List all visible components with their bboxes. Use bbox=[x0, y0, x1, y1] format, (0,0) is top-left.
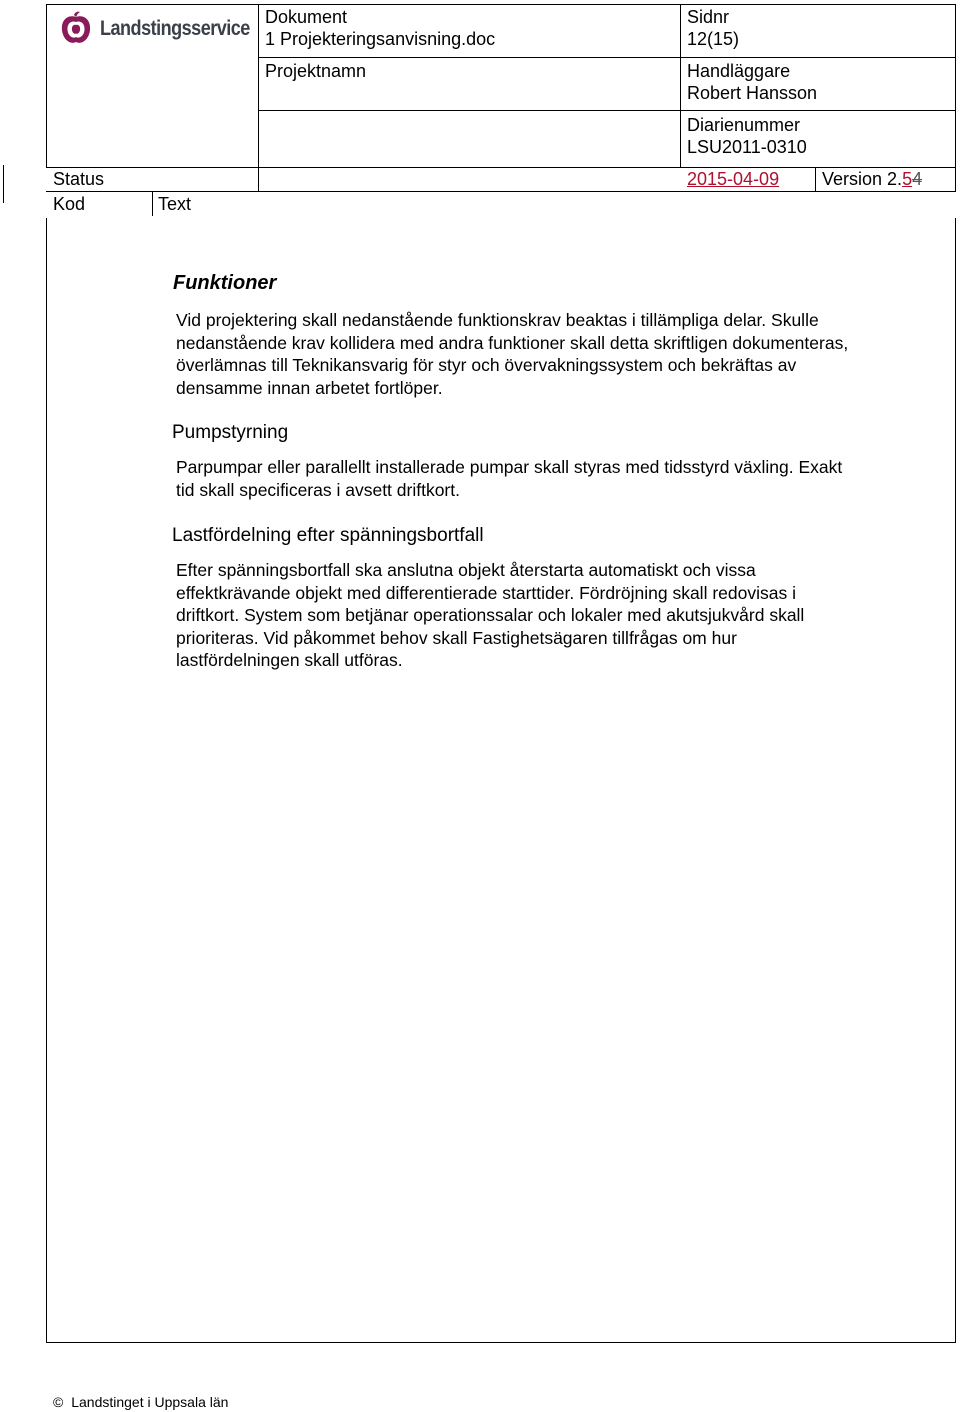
last-line: Efter spänningsbortfall ska anslutna objekt återstarta automatiskt och vissa bbox=[176, 560, 756, 580]
last-line: lastfördelningen skall utföras. bbox=[176, 650, 403, 670]
footer bbox=[53, 1394, 228, 1410]
header-row-line-1 bbox=[258, 57, 956, 58]
handlaggare-label: Handläggare bbox=[687, 61, 791, 81]
text-label: Text bbox=[158, 194, 192, 214]
kod-text-divider bbox=[152, 192, 153, 216]
landstingsservice-logo-icon bbox=[58, 11, 94, 47]
logo-text: Landstingsservice bbox=[100, 17, 250, 40]
logo bbox=[56, 11, 250, 51]
copyright-icon: © bbox=[53, 1394, 64, 1410]
section-title: Funktioner bbox=[173, 272, 277, 294]
pump-paragraph bbox=[176, 456, 946, 501]
version-value bbox=[822, 168, 922, 191]
header-right-border bbox=[955, 4, 956, 192]
handlaggare-value: Robert Hansson bbox=[687, 83, 818, 103]
header-top-border bbox=[46, 4, 956, 5]
intro-line: nedanstående krav kollidera med andra funktioner skall detta skriftligen dokumenteras, bbox=[176, 332, 849, 353]
last-line: driftkort. System som betjänar operationssalar och lokaler med akutsjukvård skall bbox=[176, 605, 805, 625]
pump-line: Parpumpar eller parallellt installerade pumpar skall styras med tidsstyrd växling. Exakt bbox=[176, 457, 843, 477]
header-left-border bbox=[46, 4, 47, 167]
intro-line: Vid projektering skall nedanstående funktionskrav beaktas i tillämpliga delar. Skulle bbox=[176, 310, 819, 330]
intro-paragraph bbox=[176, 309, 946, 399]
diarienummer-value: LSU2011-0310 bbox=[687, 137, 807, 157]
version-prefix: Version 2. bbox=[822, 169, 903, 189]
last-paragraph bbox=[176, 559, 946, 672]
version-new: 5 bbox=[902, 169, 913, 189]
header-col-divider-1 bbox=[258, 4, 259, 192]
margin-change-bar bbox=[3, 165, 4, 203]
sidnr-label: Sidnr bbox=[687, 7, 730, 27]
header-row-line-2 bbox=[258, 110, 956, 111]
footer-text: Landstinget i Uppsala län bbox=[71, 1394, 229, 1410]
intro-line: densamme innan arbetet fortlöper. bbox=[176, 377, 443, 398]
version-old: 4 bbox=[912, 169, 923, 189]
dokument-value: 1 Projekteringsanvisning.doc bbox=[265, 29, 496, 49]
last-heading: Lastfördelning efter spänningsbortfall bbox=[172, 525, 484, 546]
date-value: 2015-04-09 bbox=[687, 169, 780, 189]
last-line: prioriteras. Vid påkommet behov skall Fastighetsägaren tillfrågas om hur bbox=[176, 627, 737, 648]
sidnr-value: 12(15) bbox=[687, 29, 740, 49]
last-line: effektkrävande objekt med differentierade starttider. Fördröjning skall redovisas i bbox=[176, 582, 796, 603]
header-row-line-4 bbox=[46, 191, 956, 192]
status-label: Status bbox=[53, 169, 105, 189]
kod-label: Kod bbox=[53, 194, 86, 214]
pump-heading: Pumpstyrning bbox=[172, 422, 289, 443]
pump-line: tid skall specificeras i avsett driftkort. bbox=[176, 479, 460, 500]
intro-line: överlämnas till Teknikansvarig för styr och övervakningssystem och bekräftas av bbox=[176, 355, 797, 375]
header-row-line-3 bbox=[46, 167, 956, 168]
header-col-divider-2 bbox=[680, 4, 681, 168]
projektnamn-label: Projektnamn bbox=[265, 61, 367, 81]
diarienummer-label: Diarienummer bbox=[687, 115, 801, 135]
header-version-divider bbox=[815, 167, 816, 192]
dokument-label: Dokument bbox=[265, 7, 348, 27]
